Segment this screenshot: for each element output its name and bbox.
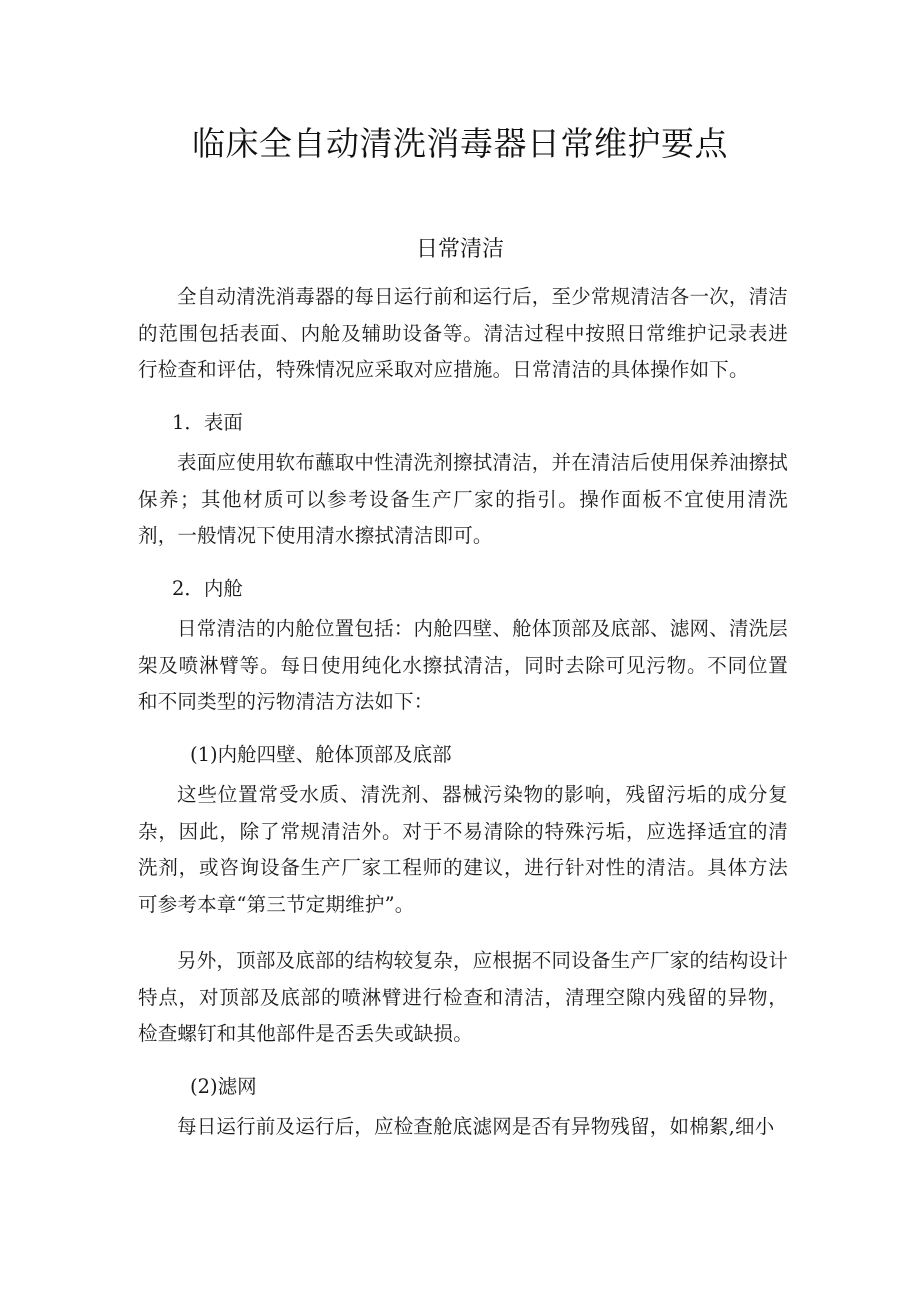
section-heading: 日常清洁 [415,237,504,262]
item1-paragraph: 表面应使用软布蘸取中性清洗剂擦拭清洁，并在清洁后使用保养油擦拭保养；其他材质可以参考设备生产厂家的指引。操作面板不宜使用清洗剂，一般情况下使用清水擦拭清洁即可。 [138,451,788,547]
sub1-heading: (1)内舱四壁、舱体顶部及底部 [190,743,452,766]
sub1-paragraph-1: 这些位置常受水质、清洗剂、器械污染物的影响，残留污垢的成分复杂，因此，除了常规清洁外。对于不易清除的特殊污垢，应选择适宜的清洗剂，或咨询设备生产厂家工程师的建议，进行针对性的清洁。具体方法可参考本章“第三节定期维护”。 [138,783,788,916]
sub1-paragraph-2: 另外，顶部及底部的结构较复杂，应根据不同设备生产厂家的结构设计特点，对顶部及底部的喷淋臂进行检查和清洁，清理空隙内残留的异物，检查螺钉和其他部件是否丢失或缺损。 [138,949,788,1045]
item2-paragraph: 日常清洁的内舱位置包括：内舱四壁、舱体顶部及底部、滤网、清洗层架及喷淋臂等。每日使用纯化水擦拭清洁，同时去除可见污物。不同位置和不同类型的污物清洁方法如下： [138,617,788,713]
document-title: 临床全自动清洗消毒器日常维护要点 [192,124,728,163]
sub2-heading: (2)滤网 [190,1075,257,1098]
sub2-paragraph: 每日运行前及运行后，应检查舱底滤网是否有异物残留，如棉絮,细小 [177,1115,775,1138]
intro-paragraph: 全自动清洗消毒器的每日运行前和运行后，至少常规清洁各一次，清洁的范围包括表面、内舱及辅助设备等。清洁过程中按照日常维护记录表进行检查和评估，特殊情况应采取对应措施。日常清洁的具体操作如下。 [138,285,788,381]
item1-heading: 1．表面 [172,411,243,434]
item2-heading: 2．内舱 [172,577,243,600]
